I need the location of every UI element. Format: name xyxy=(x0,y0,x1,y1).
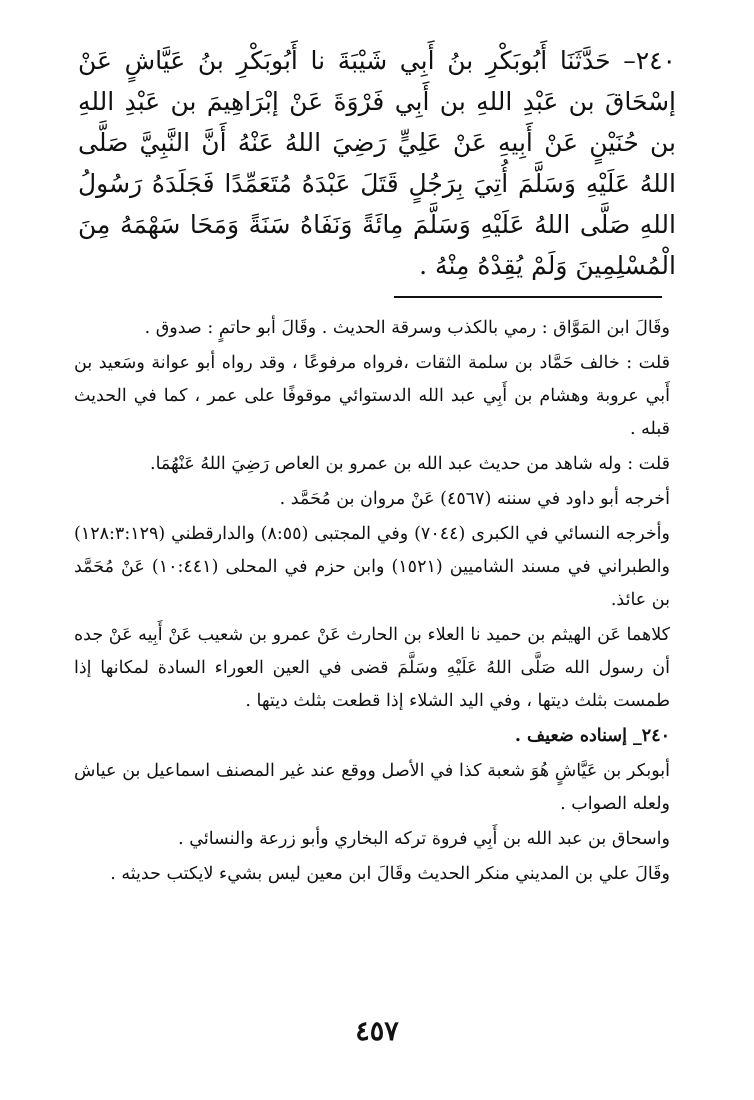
footnote-kilahuma: كلاهما عَن الهيثم بن حميد نا العلاء بن الحارث عَنْ عمرو بن شعيب عَنْ أَبِيه عَنْ جده أن رسول الله صَلَّى اللهُ عَلَيْهِ وسَلَّمَ قضى في العين العوراء السادة لمكانها إذا طمست بثلث ديتها ، وفي اليد الشلاء إذا قطعت بثلث ديتها . xyxy=(74,625,670,711)
footnote-hammad: قلت : خالف حَمَّاد بن سلمة الثقات ،فرواه مرفوعًا ، وقد رواه أبو عوانة وسَعيد بن أَبي عروبة وهشام بن أَبِي عبد الله الدستوائي موقوفًا على عمر ، كما في الحديث قبله . xyxy=(74,353,670,439)
footnote-shahid: قلت : وله شاهد من حديث عبد الله بن عمرو بن العاص رَضِيَ اللهُ عَنْهُمَا. xyxy=(150,454,670,474)
hadith-paragraph: ٢٤٠– حَدَّثَنَا أَبُوبَكْرِ بنُ أَبِي شَيْبَةَ نا أَبُوبَكْرِ بنُ عَيَّاشٍ عَنْ إسْحَاقَ بن عَبْدِ اللهِ بن أَبِي فَرْوَةَ عَنْ إبْرَاهِيمَ بن عَبْدِ اللهِ بن حُنَيْنٍ عَنْ أَبِيهِ عَنْ عَلِيٍّ رَضِيَ اللهُ عَنْهُ أَنَّ النَّبِيَّ صَلَّى اللهُ عَلَيْهِ وَسَلَّمَ أُتِيَ بِرَجُلٍ قَتَلَ عَبْدَهُ مُتَعَمِّدًا فَجَلَدَهُ رَسُولُ اللهِ صَلَّى اللهُ عَلَيْهِ وَسَلَّمَ مِائَةً وَنَفَاهُ سَنَةً وَمَحَا سَهْمَهُ مِنَ الْمُسْلِمِينَ وَلَمْ يُقِدْهُ مِنْهُ . xyxy=(78,46,676,280)
footnote-isnad-grade: ٢٤٠_ إسناده ضعيف . xyxy=(514,726,670,746)
footnote-separator xyxy=(394,296,662,298)
footnote-nasai: وأخرجه النسائي في الكبرى (٧٠٤٤) وفي المجتبى (٨:٥٥) والدارقطني (١٢٨:٣:١٢٩) والطبراني في مسند الشاميين (١٥٢١) وابن حزم في المحلى (١٠:٤٤١) عَنْ مُحَمَّد بن عائذ. xyxy=(74,524,670,610)
hadith-main-text xyxy=(78,40,676,286)
footnote-abu-dawud: أخرجه أبو داود في سننه (٤٥٦٧) عَنْ مروان بن مُحَمَّد . xyxy=(279,489,670,509)
footnote-abubakr: أبوبكر بن عَيَّاشٍ هُوَ شعبة كذا في الأصل ووقع عند غير المصنف اسماعيل بن عياش ولعله الصواب . xyxy=(74,761,670,814)
footnote-ishaq: واسحاق بن عبد الله بن أَبِي فروة تركه البخاري وأبو زرعة والنسائي . xyxy=(178,829,670,849)
page-number: ٤٥٧ xyxy=(355,1016,399,1047)
footnote-ibn-mawwaq: وقَالَ ابن المَوَّاق : رمي بالكذب وسرقة الحديث . وقَالَ أبو حاتمٍ : صدوق . xyxy=(144,318,670,338)
footnotes-section xyxy=(74,312,670,893)
footnote-ibn-madini: وقَالَ علي بن المديني منكر الحديث وقَالَ ابن معين ليس بشيء لايكتب حديثه . xyxy=(110,864,670,884)
